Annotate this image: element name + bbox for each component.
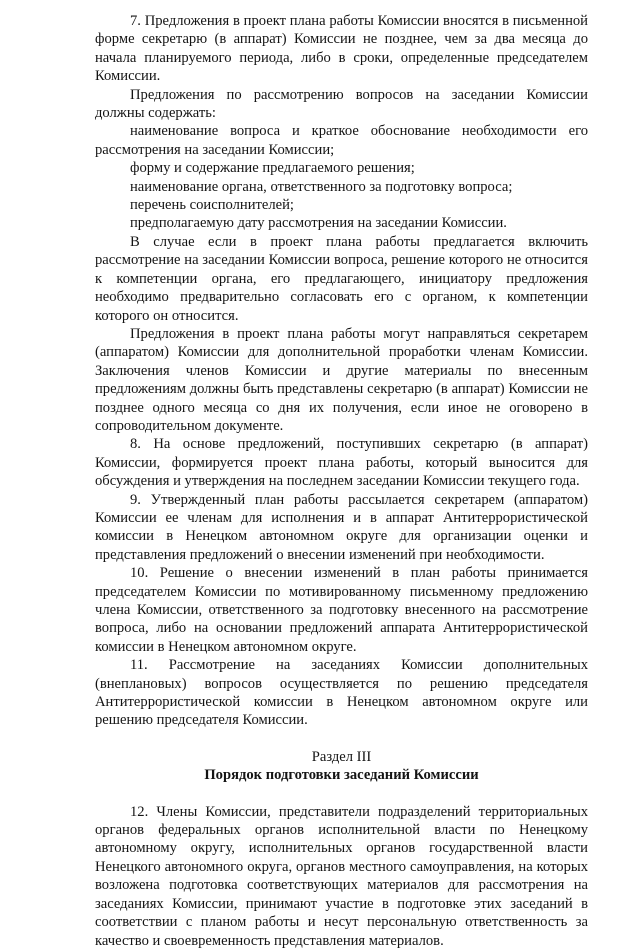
list-item-question-name: наименование вопроса и краткое обоснование необходимости его рассмотрения на заседании Комиссии; [95, 123, 588, 158]
document-page [95, 12, 588, 950]
list-item-decision-form: форму и содержание предлагаемого решения; [130, 160, 415, 177]
paragraph-competence: В случае если в проект плана работы предлагается включить рассмотрение на заседании Комиссии вопроса, решение которого не относится к компетенции органа, его предлагающего, инициатору предложения необходимо предварительно согласовать его с органом, к компетенции которого он относится. [95, 233, 588, 324]
paragraph-7: 7. Предложения в проект плана работы Комиссии вносятся в письменной форме секретарю (в аппарат) Комиссии не позднее, чем за два месяца до начала планируемого периода, либо в сроки, определенные председателем Комиссии. [95, 13, 588, 85]
list-item-expected-date: предполагаемую дату рассмотрения на заседании Комиссии. [130, 215, 507, 232]
paragraph-12: 12. Члены Комиссии, представители подразделений территориальных органов федеральных органов исполнительной власти по Ненецкому автономному округу, исполнительных органов государственной власти Ненецкого автономного округа, органов местного самоуправления, на которых возложена подготовка соответствующих материалов для рассмотрения на заседаниях Комиссии, принимают участие в подготовке этих заседаний в соответствии с планом работы и несут персональную ответственность за качество и своевременность представления материалов. [95, 803, 588, 949]
list-item-responsible-body: наименование органа, ответственного за подготовку вопроса; [130, 178, 513, 195]
paragraph-10: 10. Решение о внесении изменений в план работы принимается председателем Комиссии по мотивированному письменному предложению члена Комиссии, ответственного за подготовку внесенного на рассмотрение вопроса, либо на основании предложений аппарата Антитеррористической комиссии в Ненецком автономном округе. [95, 565, 588, 655]
paragraph-proposals-sending: Предложения в проект плана работы могут направляться секретарем (аппаратом) Комиссии для дополнительной проработки членам Комиссии. Заключения членов Комиссии и другие материалы по внесенным предложениям должны быть представлены секретарю (в аппарат) Комиссии не позднее одного месяца со дня их получения, если иное не оговорено в сопроводительном документе. [95, 325, 588, 434]
paragraph-8: 8. На основе предложений, поступивших секретарю (в аппарат) Комиссии, формируется проект плана работы, который выносится для обсуждения и утверждения на последнем заседании Комиссии текущего года. [95, 436, 588, 490]
section-title: Порядок подготовки заседаний Комиссии [204, 767, 479, 784]
paragraph-11: 11. Рассмотрение на заседаниях Комиссии дополнительных (внеплановых) вопросов осуществляется по решению председателя Антитеррористической комиссии в Ненецком автономном округе или решению председателя Комиссии. [95, 657, 588, 729]
list-item-co-executors: перечень соисполнителей; [130, 197, 294, 214]
paragraph-proposals-content: Предложения по рассмотрению вопросов на заседании Комиссии должны содержать: [95, 86, 588, 122]
section-number: Раздел III [311, 748, 372, 765]
paragraph-9: 9. Утвержденный план работы рассылается секретарем (аппаратом) Комиссии ее членам для исполнения и в аппарат Антитеррористической комиссии в Ненецком автономном округе для организации оценки и представления предложений о внесении изменений при необходимости. [95, 491, 588, 563]
